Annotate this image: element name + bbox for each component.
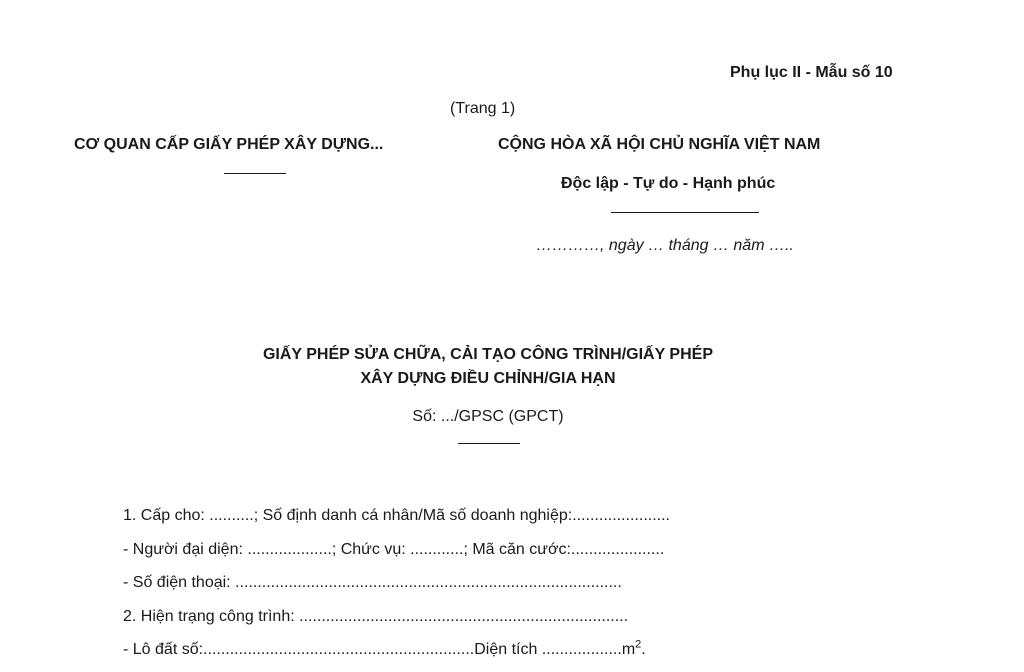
permit-number: Số: .../GPSC (GPCT) (412, 408, 564, 425)
lot-field (123, 638, 646, 659)
issued-to-field: 1. Cấp cho: ..........; Số định danh cá nhân/Mã số doanh nghiệp:...................... (123, 507, 670, 524)
appendix-label: Phụ lục II - Mẫu số 10 (730, 64, 893, 81)
lot-field-end: . (641, 641, 646, 658)
area-unit-superscript: 2 (635, 638, 642, 651)
country-name: CỘNG HÒA XÃ HỘI CHỦ NGHĨA VIỆT NAM (498, 136, 821, 153)
agency-underline (224, 173, 286, 174)
lot-field-text: - Lô đất số:.............................................................Diện tích ..................m (123, 641, 636, 658)
representative-field: - Người đại diện: ...................; Chức vụ: ............; Mã căn cước:..................... (123, 541, 665, 558)
motto-underline (611, 212, 759, 213)
phone-field: - Số điện thoại: ....................................................................................... (123, 574, 622, 591)
place-date-line: …………, ngày … tháng … năm ….. (536, 237, 794, 254)
permit-number-underline (458, 443, 520, 444)
national-motto: Độc lập - Tự do - Hạnh phúc (561, 175, 776, 192)
page-number-label: (Trang 1) (450, 100, 516, 117)
current-state-field: 2. Hiện trạng công trình: .......................................................................... (123, 608, 629, 625)
document-title-line-1: GIẤY PHÉP SỬA CHỮA, CẢI TẠO CÔNG TRÌNH/GIẤY PHÉP (262, 346, 713, 363)
document-title-line-2: XÂY DỰNG ĐIỀU CHỈNH/GIA HẠN (360, 370, 616, 387)
issuing-agency: CƠ QUAN CẤP GIẤY PHÉP XÂY DỰNG... (74, 136, 384, 153)
